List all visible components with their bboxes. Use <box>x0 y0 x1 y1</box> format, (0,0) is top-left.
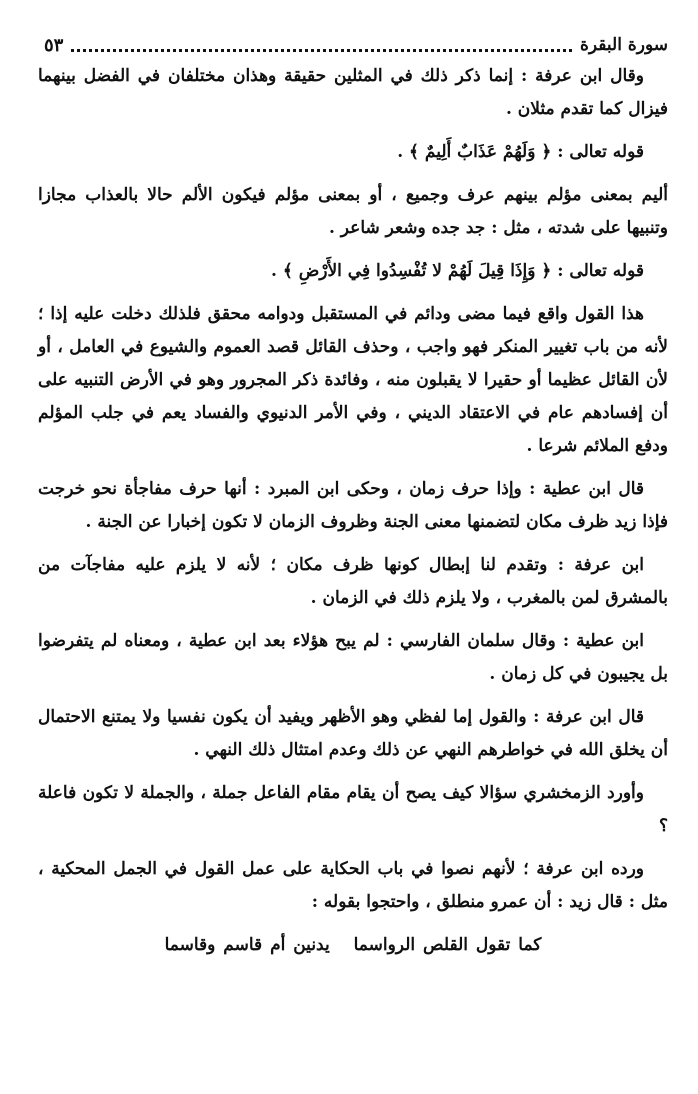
paragraph-6: قال ابن عطية : وإذا حرف زمان ، وحكى ابن المبرد : أنها حرف مفاجأة نحو خرجت فإذا زيد ظرف مكان لتضمنها معنى الجنة وظروف الزمان لا تكون إخبارا عن الجنة . <box>38 479 668 532</box>
page-number: ٥٣ <box>44 34 64 56</box>
header-dotted-rule <box>71 49 572 52</box>
paragraph-4-verse-heading: قوله تعالى : ﴿ وَإِذَا قِيلَ لَهُمْ لا تُفْسِدُوا فِي الأَرْضِ ﴾ . <box>270 261 644 281</box>
paragraph-7: ابن عرفة : وتقدم لنا إبطال كونها ظرف مكان ؛ لأنه لا يلزم عليه مفاجآت من بالمشرق لمن بالمغرب ، ولا يلزم ذلك في الزمان . <box>38 555 668 608</box>
verse-second-hemistich: يدنين أم قاسم وقاسما <box>164 935 330 955</box>
paragraph-2-verse-heading: قوله تعالى : ﴿ وَلَهُمْ عَذَابٌ أَلِيمٌ ﴾ . <box>397 142 644 162</box>
paragraph-5: هذا القول واقع فيما مضى ودائم في المستقبل ودوامه محقق فلذلك دخلت عليه إذا ؛ لأنه من باب تغيير المنكر فهو واجب ، وحذف القائل قصد العموم والشيوع في العامل ، أو لأن القائل عظيما أو حقيرا لا يقبلون منه ، وفائدة ذكر المجرور وهو في الأرض التنبيه على أن إفسادهم عام في الاعتقاد الديني ، وفي الأمر الدنيوي والفساد يعم في جلب المؤلم ودفع الملائم شرعا . <box>38 304 668 456</box>
paragraph-10: وأورد الزمخشري سؤالا كيف يصح أن يقام مقام الفاعل جملة ، والجملة لا تكون فاعلة ؟ <box>38 783 668 836</box>
verse-first-hemistich: كما تقول القلص الرواسما <box>353 935 542 955</box>
page-body <box>38 60 668 919</box>
paragraph-9: قال ابن عرفة : والقول إما لفظي وهو الأظهر ويفيد أن يكون نفسيا ولا يمتنع الاحتمال أن يخلق الله في خواطرهم النهي عن ذلك وعدم امتثال ذلك النهي . <box>38 707 668 760</box>
paragraph-8: ابن عطية : وقال سلمان الفارسي : لم يبح هؤلاء بعد ابن عطية ، ومعناه لم يتفرضوا بل يجيبون في كل زمان . <box>38 631 668 684</box>
paragraph-1: وقال ابن عرفة : إنما ذكر ذلك في المثلين حقيقة وهذان مختلفان في الفضل بينهما فيزال كما تقدم مثلان . <box>38 66 668 119</box>
poetry-verse <box>38 929 668 962</box>
surah-title: سورة البقرة <box>580 35 668 55</box>
paragraph-11: ورده ابن عرفة ؛ لأنهم نصوا في باب الحكاية على عمل القول في الجمل المحكية ، مثل : قال زيد : أن عمرو منطلق ، واحتجوا بقوله : <box>38 859 668 912</box>
running-header <box>38 30 668 60</box>
paragraph-3: أليم بمعنى مؤلم بينهم عرف وجميع ، أو بمعنى مؤلم فيكون الألم حالا بالعذاب مجازا وتنبيها على شدته ، مثل : جد جده وشعر شاعر . <box>38 185 668 238</box>
